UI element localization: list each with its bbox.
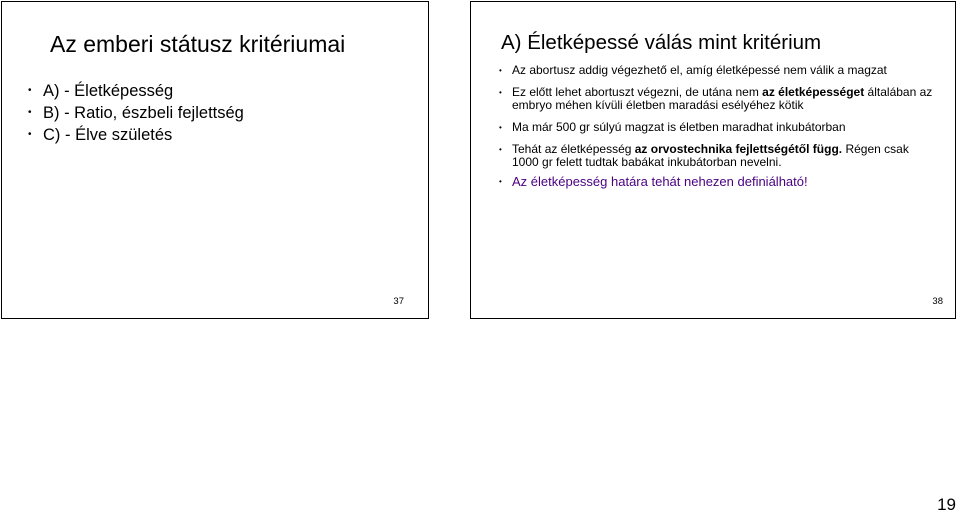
list-item: • Az életképesség határa tehát nehezen definiálható! bbox=[499, 174, 808, 189]
slide-38 bbox=[470, 1, 956, 319]
list-item: • Tehát az életképesség az orvostechnika fejlettségétől függ. Régen csak 1000 gr felett tudtak babákat inkubátorban nevelni. bbox=[499, 142, 909, 169]
list-item: • Az abortusz addig végezhető el, amíg életképessé nem válik a magzat bbox=[499, 63, 887, 77]
slide-page-number: 37 bbox=[393, 296, 404, 307]
bullet-icon: • bbox=[28, 107, 32, 118]
list-item: • B) - Ratio, észbeli fejlettség bbox=[28, 104, 244, 122]
bullet-list bbox=[28, 80, 244, 146]
bullet-icon: • bbox=[499, 145, 502, 154]
bullet-icon: • bbox=[28, 129, 32, 140]
slide-title: Az emberi státusz kritériumai bbox=[50, 31, 346, 57]
list-item: • Ez előtt lehet abortuszt végezni, de utána nem az életképességet általában az embryo méhen kívüli életben maradási esélyéhez kötik bbox=[499, 85, 933, 112]
slide-page-number: 38 bbox=[932, 296, 943, 307]
page-number: 19 bbox=[937, 495, 956, 514]
bullet-list bbox=[497, 64, 937, 198]
list-item: • A) - Életképesség bbox=[28, 82, 174, 100]
bullet-icon: • bbox=[28, 85, 32, 96]
bullet-icon: • bbox=[499, 66, 502, 75]
slide-title: A) Életképessé válás mint kritérium bbox=[501, 31, 822, 54]
bullet-icon: • bbox=[499, 177, 502, 186]
list-item: • C) - Élve születés bbox=[28, 126, 173, 144]
list-item: • Ma már 500 gr súlyú magzat is életben maradhat inkubátorban bbox=[499, 120, 846, 134]
bullet-icon: • bbox=[499, 123, 502, 132]
bullet-icon: • bbox=[499, 88, 502, 97]
slide-37 bbox=[1, 1, 429, 319]
